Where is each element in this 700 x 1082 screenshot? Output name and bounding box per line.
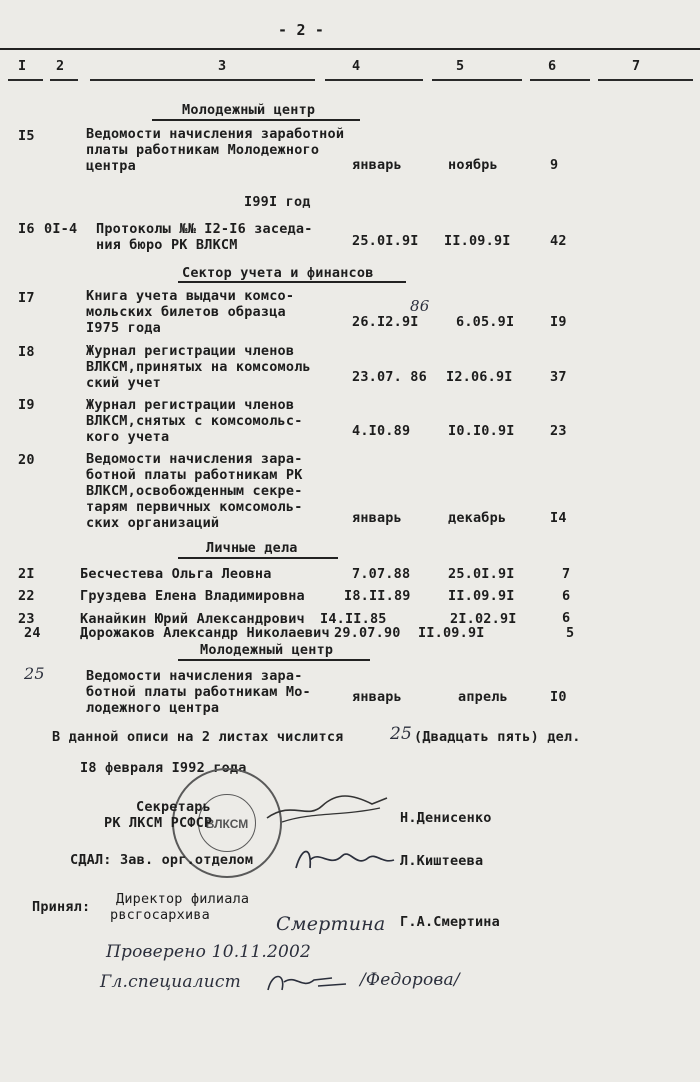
row-number: I8 [18,344,35,360]
row-start-date: январь [352,510,402,526]
row-title-line: Протоколы №№ I2-I6 заседа- [96,221,313,237]
row-title-line: кого учета [86,429,170,445]
row-title-line: Журнал регистрации членов [86,397,295,413]
column-rule [530,79,590,81]
verification-name: /Федорова/ [360,970,460,990]
row-start-date: 7.07.88 [352,566,411,582]
column-rule [8,79,43,81]
row-end-date: ноябрь [448,157,498,173]
handed-over-name: Л.Киштеева [400,853,484,869]
section-heading: Молодежный центр [200,642,334,658]
row-title-line: мольских билетов образца [86,304,286,320]
row-number: 23 [18,611,35,627]
row-number: 24 [24,625,41,641]
row-number: 22 [18,588,35,604]
handed-over-label: СДАЛ: Зав. орг.отделом [70,852,254,868]
stamp-text: ВЛКСМ [205,817,249,831]
row-title-line: Книга учета выдачи комсо- [86,288,295,304]
secretary-title: Секретарь [136,799,211,815]
row-number: I6 [18,221,35,237]
accepted-name: Г.А.Смертина [400,914,500,930]
column-number: 5 [456,58,465,74]
header-rule [0,48,700,50]
row-title-line: ВЛКСМ,принятых на комсомоль [86,359,311,375]
row-end-date: II.09.9I [448,588,515,604]
row-end-date: 2I.02.9I [450,611,517,627]
column-rule [50,79,78,81]
row-start-date: январь [352,157,402,173]
row-title-line: платы работникам Молодежного [86,142,320,158]
row-title-line: ский учет [86,375,161,391]
row-number: I9 [18,397,35,413]
accepted-title: рвсгосархива [110,907,210,923]
verification-signature [262,966,352,998]
column-rule [432,79,522,81]
row-title-line: ВЛКСМ,снятых с комсомольс- [86,413,303,429]
section-heading: Молодежный центр [182,102,316,118]
row-sheet-count: I9 [550,314,567,330]
summary-date: I8 февраля I992 года [80,760,247,776]
handed-over-signature [290,838,400,880]
row-title-line: Ведомости начисления зара- [86,451,303,467]
secretary-name: Н.Денисенко [400,810,492,826]
row-start-date: 25.0I.9I [352,233,419,249]
row-start-date: I4.II.85 [320,611,387,627]
verification-note: Проверено 10.11.2002 [106,942,312,962]
section-heading: Сектор учета и финансов [182,265,374,281]
section-underline [152,119,360,121]
column-number: 3 [218,58,227,74]
row-title-line: Дорожаков Александр Николаевич [80,625,330,641]
section-underline [178,557,338,559]
column-number: 6 [548,58,557,74]
row-sheet-count: 6 [562,610,571,626]
summary-line: В данной описи на 2 листах числится [52,729,344,745]
column-number: 4 [352,58,361,74]
column-number: I [18,58,27,74]
row-title-line: тарям первичных комсомоль- [86,499,303,515]
row-title-line: ботной платы работникам Мо- [86,684,311,700]
handwritten-count: 25 [390,724,413,744]
page-number: - 2 - [278,21,325,39]
secretary-title: РК ЛКСМ РСФСР [104,815,213,831]
row-end-date: 25.0I.9I [448,566,515,582]
row-index: 0I-4 [44,221,78,237]
row-end-date: декабрь [448,510,507,526]
row-start-date: 29.07.90 [334,625,401,641]
row-title-line: I975 года [86,320,161,336]
row-title-line: центра [86,158,136,174]
row-start-date: январь [352,689,402,705]
row-end-date: апрель [458,689,508,705]
section-underline [178,281,406,283]
row-number: I5 [18,128,35,144]
column-rule [598,79,693,81]
row-sheet-count: 23 [550,423,567,439]
row-title-line: ских организаций [86,515,220,531]
row-sheet-count: 9 [550,157,559,173]
row-start-date: 26.I2.9I [352,314,419,330]
column-rule [90,79,315,81]
row-start-date: I8.II.89 [344,588,411,604]
row-title-line: ботной платы работникам РК [86,467,303,483]
row-title-line: Бесчестева Ольга Леовна [80,566,272,582]
row-title-line: Ведомости начисления зара- [86,668,303,684]
accepted-label: Принял: [32,899,91,915]
row-number: 2I [18,566,35,582]
row-sheet-count: I0 [550,689,567,705]
row-title-line: ВЛКСМ,освобожденным секре- [86,483,303,499]
row-sheet-count: 42 [550,233,567,249]
verification-role: Гл.специалист [100,972,241,992]
row-end-date: 6.05.9I [456,314,515,330]
accepted-signature: Смертина [276,913,386,935]
row-title-line: Груздева Елена Владимировна [80,588,305,604]
handwritten-year-correction: 86 [410,297,430,315]
year-heading: I99I год [244,194,311,210]
row-title-line: Журнал регистрации членов [86,343,295,359]
row-number: I7 [18,290,35,306]
column-rule [325,79,423,81]
row-end-date: II.09.9I [444,233,511,249]
row-end-date: II.09.9I [418,625,485,641]
column-number: 7 [632,58,641,74]
secretary-signature [262,790,392,830]
summary-words: (Двадцать пять) дел. [414,729,581,745]
section-underline [178,659,370,661]
section-heading: Личные дела [206,540,298,556]
accepted-title: Директор филиала [116,891,250,907]
row-end-date: I2.06.9I [446,369,513,385]
row-sheet-count: 5 [566,625,575,641]
row-sheet-count: 6 [562,588,571,604]
row-sheet-count: I4 [550,510,567,526]
row-end-date: I0.I0.9I [448,423,515,439]
row-title-line: Ведомости начисления заработной [86,126,345,142]
row-number: 20 [18,452,35,468]
row-title-line: ния бюро РК ВЛКСМ [96,237,238,253]
row-sheet-count: 7 [562,566,571,582]
row-number: 25 [24,664,45,683]
row-start-date: 4.I0.89 [352,423,411,439]
row-title-line: Канайкин Юрий Александрович [80,611,305,627]
row-start-date: 23.07. 86 [352,369,427,385]
row-sheet-count: 37 [550,369,567,385]
row-title-line: лодежного центра [86,700,220,716]
column-number: 2 [56,58,65,74]
